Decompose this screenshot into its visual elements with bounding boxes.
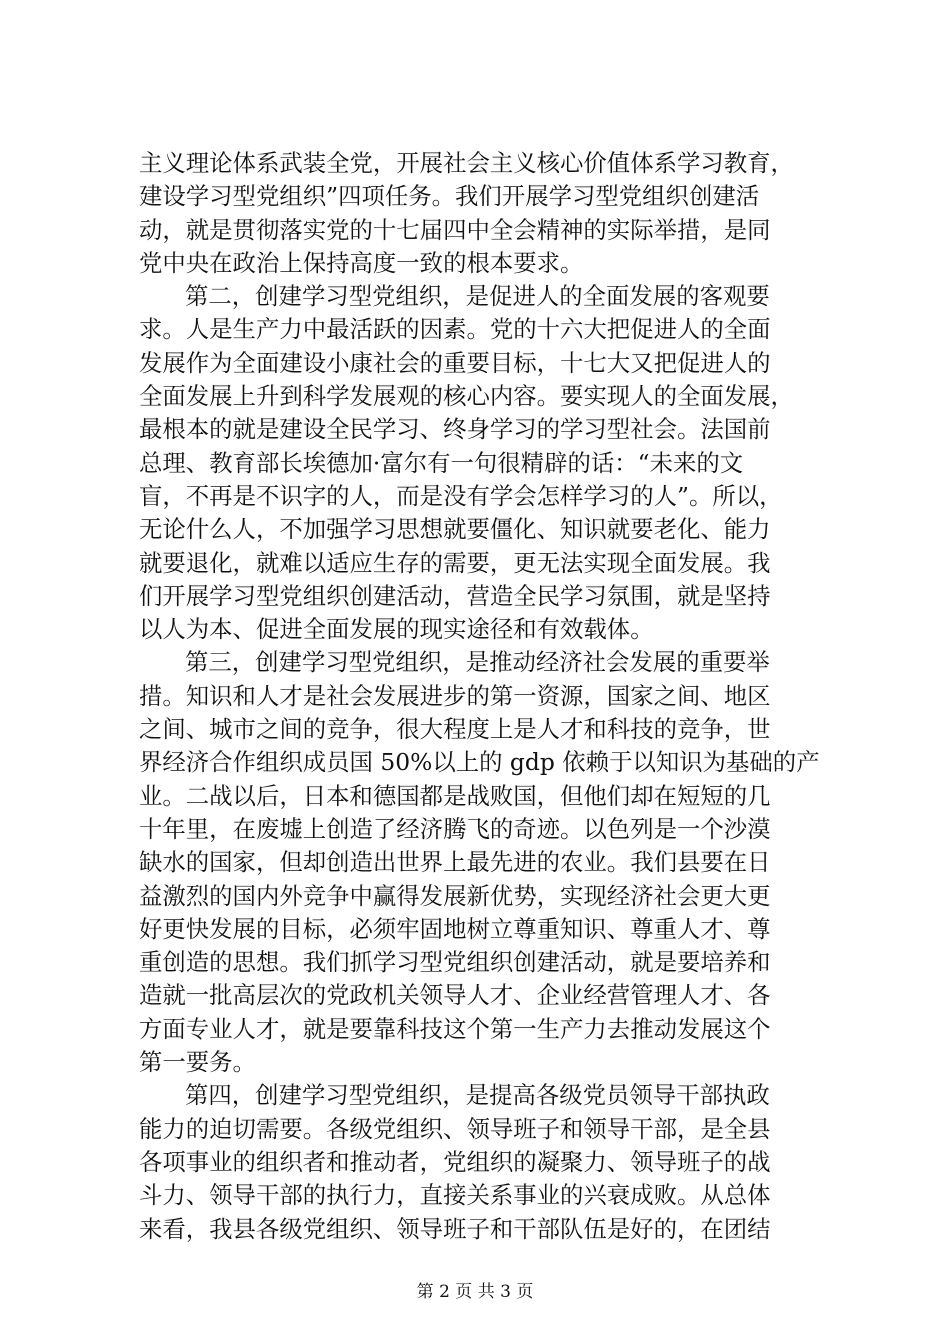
document-body [139,147,831,1246]
text-line: 党中央在政治上保持高度一致的根本要求。 [139,248,584,277]
text-line: 重创造的思想。我们抓学习型党组织创建活动，就是要培养和 [139,948,771,977]
text-line: 造就一批高层次的党政机关领导人才、企业经营管理人才、各 [139,981,771,1010]
text-line: 全面发展上升到科学发展观的核心内容。要实现人的全面发展， [139,382,794,411]
text-line: 业。二战以后，日本和德国都是战败国，但他们却在短短的几 [139,781,771,810]
paragraph-start-line: 第四，创建学习型党组织，是提高各级党员领导干部执政 [185,1081,770,1110]
text-line: 斗力、领导干部的执行力，直接关系事业的兴衰成败。从总体 [139,1181,771,1210]
text-line: 界经济合作组织成员国 50%以上的 gdp 依赖于以知识为基础的产 [139,748,820,777]
text-line: 无论什么人，不加强学习思想就要僵化、知识就要老化、能力 [139,515,771,544]
text-line: 方面专业人才，就是要靠科技这个第一生产力去推动发展这个 [139,1014,771,1043]
text-line: 十年里，在废墟上创造了经济腾飞的奇迹。以色列是一个沙漠 [139,814,771,843]
paragraph-start-line: 第三，创建学习型党组织，是推动经济社会发展的重要举 [185,648,770,677]
text-line: 盲，不再是不识字的人，而是没有学会怎样学习的人”。所以， [139,481,783,510]
page-number-footer: 第 2 页 共 3 页 [416,1282,534,1302]
text-line: 以人为本、促进全面发展的现实途径和有效载体。 [139,615,654,644]
paragraph-start-line: 第二，创建学习型党组织，是促进人的全面发展的客观要 [185,282,770,311]
text-line: 措。知识和人才是社会发展进步的第一资源，国家之间、地区 [139,681,771,710]
text-line: 主义理论体系武装全党，开展社会主义核心价值体系学习教育， [139,149,794,177]
text-line: 好更快发展的目标，必须牢固地树立尊重知识、尊重人才、尊 [139,914,771,943]
text-line: 益激烈的国内外竞争中赢得发展新优势，实现经济社会更大更 [139,881,771,910]
text-line: 就要退化，就难以适应生存的需要，更无法实现全面发展。我 [139,548,771,577]
text-line: 求。人是生产力中最活跃的因素。党的十六大把促进人的全面 [139,315,771,344]
text-line: 动，就是贯彻落实党的十七届四中全会精神的实际举措，是同 [139,215,771,244]
text-line: 能力的迫切需要。各级党组织、领导班子和领导干部，是全县 [139,1114,771,1143]
text-line: 建设学习型党组织”四项任务。我们开展学习型党组织创建活 [139,182,760,211]
text-line: 发展作为全面建设小康社会的重要目标，十七大又把促进人的 [139,348,771,377]
text-line: 来看，我县各级党组织、领导班子和干部队伍是好的，在团结 [139,1214,771,1243]
text-line: 各项事业的组织者和推动者，党组织的凝聚力、领导班子的战 [139,1147,771,1176]
text-line: 缺水的国家，但却创造出世界上最先进的农业。我们县要在日 [139,848,771,877]
text-line: 最根本的就是建设全民学习、终身学习的学习型社会。法国前 [139,415,771,444]
text-line: 们开展学习型党组织创建活动，营造全民学习氛围，就是坚持 [139,581,771,610]
text-line: 之间、城市之间的竞争，很大程度上是人才和科技的竞争，世 [139,715,771,744]
text-line: 总理、教育部长埃德加·富尔有一句很精辟的话：“未来的文 [139,448,744,477]
text-line: 第一要务。 [139,1048,256,1077]
